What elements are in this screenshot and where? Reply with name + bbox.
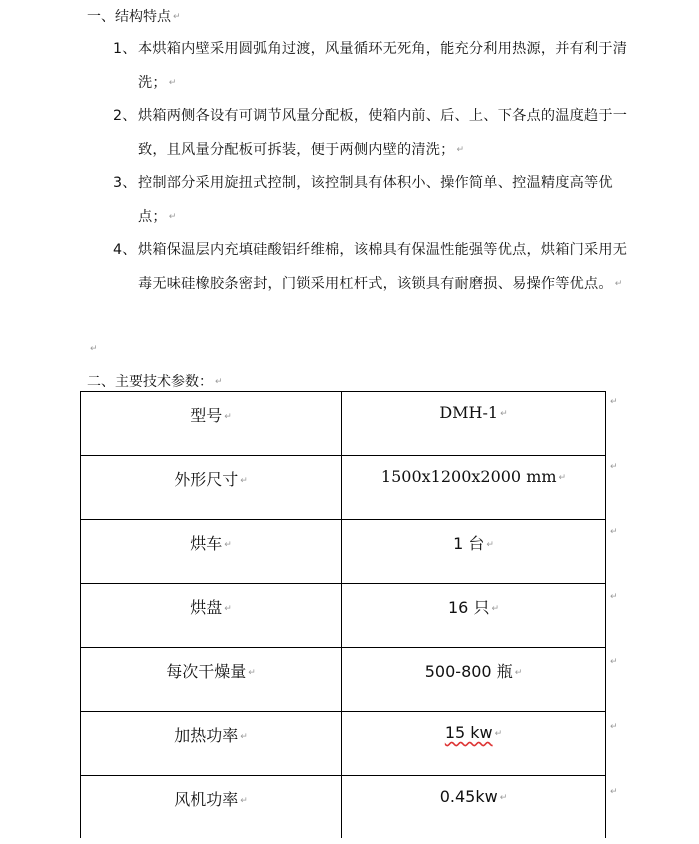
paragraph-mark-icon: ↵ [168, 212, 177, 222]
cell-mark-icon: ↵ [558, 472, 567, 483]
cell-mark-icon: ↵ [240, 475, 248, 486]
cell-mark-icon: ↵ [240, 795, 248, 806]
spec-table [80, 391, 606, 838]
paragraph-mark-icon: ↵ [456, 145, 465, 155]
row-end-mark-icon: ↵ [610, 527, 618, 537]
spec-value: 0.45kw [439, 787, 498, 806]
spec-label: 风机功率 [174, 790, 239, 809]
spec-label: 每次干燥量 [166, 662, 247, 681]
cell-mark-icon: ↵ [248, 667, 256, 678]
cell-mark-icon: ↵ [240, 731, 248, 742]
spec-value: 15 kw [444, 723, 493, 742]
row-end-mark-icon: ↵ [610, 657, 618, 667]
cell-mark-icon: ↵ [500, 408, 508, 419]
paragraph-mark-icon: ↵ [614, 279, 623, 289]
table-row [81, 648, 606, 712]
table-row [81, 520, 606, 584]
row-end-mark-icon: ↵ [610, 787, 618, 797]
table-row [81, 456, 606, 520]
list-item [113, 32, 653, 100]
row-end-mark-icon: ↵ [610, 592, 618, 602]
spec-value: 16 只 [448, 598, 490, 617]
spec-label: 外形尺寸 [174, 470, 239, 489]
spec-value: 1 台 [453, 534, 485, 553]
row-end-mark-icon: ↵ [610, 722, 618, 732]
spec-value: 1500x1200x2000 mm [380, 467, 557, 486]
cell-mark-icon: ↵ [494, 728, 503, 739]
section1-title: 一、结构特点 ↵ [87, 9, 181, 25]
table-row [81, 584, 606, 648]
list-item [113, 99, 653, 167]
row-end-mark-icon: ↵ [610, 397, 618, 407]
row-end-mark-icon: ↵ [610, 462, 618, 472]
spec-value: 500-800 瓶 [424, 662, 513, 681]
list-item-number: 4、 [113, 242, 137, 258]
list-item [113, 233, 653, 301]
paragraph-mark-icon: ↵ [215, 377, 223, 387]
table-row [81, 776, 606, 838]
spec-label: 烘车 [190, 534, 223, 553]
spec-label: 烘盘 [190, 598, 223, 617]
cell-mark-icon: ↵ [491, 603, 499, 614]
paragraph-mark-icon: ↵ [90, 344, 98, 354]
spec-label: 型号 [190, 406, 223, 425]
paragraph-mark-icon: ↵ [168, 78, 177, 88]
cell-mark-icon: ↵ [224, 603, 232, 614]
list-item-text: 烘箱两侧各设有可调节风量分配板，使箱内前、后、上、下各点的温度趋于一致，且风量分配板可拆装，便于两侧内壁的清洗； [138, 108, 628, 158]
cell-mark-icon: ↵ [486, 539, 494, 550]
list-item-number: 2、 [113, 108, 137, 124]
list-item-number: 3、 [113, 175, 137, 191]
cell-mark-icon: ↵ [224, 539, 232, 550]
cell-mark-icon: ↵ [499, 792, 508, 803]
list-item-text: 烘箱保温层内充填硅酸铝纤维棉，该棉具有保温性能强等优点，烘箱门采用无毒无味硅橡胶条密封，门锁采用杠杆式，该锁具有耐磨损、易操作等优点。 [138, 242, 628, 292]
list-item-text: 本烘箱内壁采用圆弧角过渡，风量循环无死角，能充分利用热源，并有利于清洗； [138, 41, 628, 91]
list-item-text: 控制部分采用旋扭式控制，该控制具有体积小、操作简单、控温精度高等优点； [138, 175, 613, 225]
list-item-number: 1、 [113, 41, 137, 57]
section2-title: 二、主要技术参数： ↵ [87, 374, 223, 390]
table-row [81, 712, 606, 776]
cell-mark-icon: ↵ [224, 411, 232, 422]
paragraph-mark-icon: ↵ [173, 12, 181, 22]
list-item [113, 166, 653, 234]
spec-label: 加热功率 [174, 726, 239, 745]
cell-mark-icon: ↵ [514, 667, 523, 678]
table-row [81, 392, 606, 456]
spec-value: DMH-1 [439, 403, 499, 422]
